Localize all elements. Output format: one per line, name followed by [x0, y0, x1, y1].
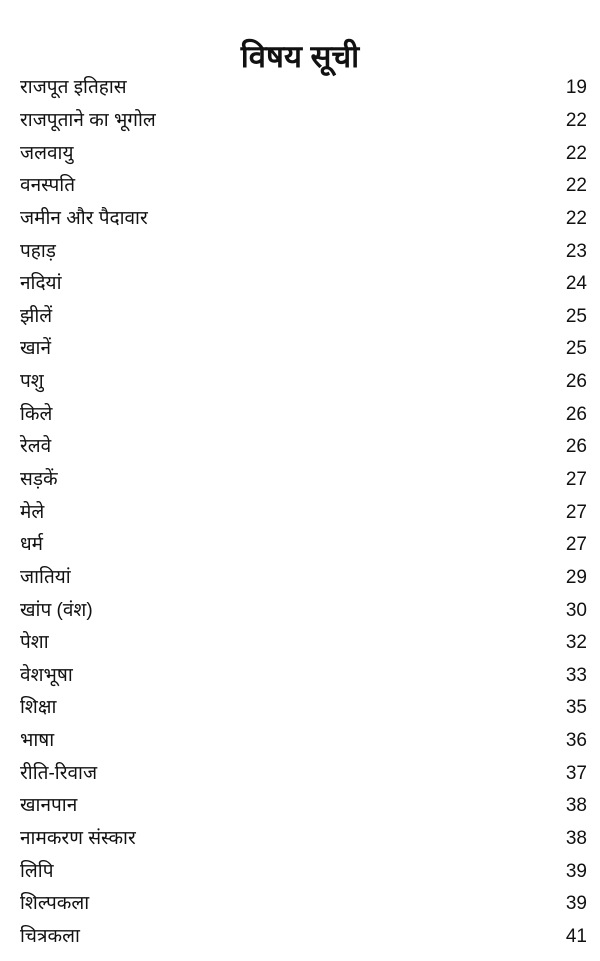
toc-entry-page: 38 [565, 828, 587, 850]
toc-entry [20, 464, 587, 497]
toc-entry-page: 24 [565, 273, 587, 295]
toc-entry [20, 170, 587, 203]
toc-entry-title: शिल्पकला [20, 893, 90, 915]
toc-entry-page: 29 [565, 566, 587, 588]
toc-entry-page: 27 [565, 469, 587, 490]
toc-entry-page: 37 [565, 762, 587, 784]
toc-entry-page: 25 [565, 338, 587, 360]
toc-entry-title: सड़कें [20, 469, 58, 490]
toc-entry [20, 300, 587, 333]
toc-entry [20, 660, 587, 693]
toc-entry-title: रीति-रिवाज [20, 762, 98, 784]
toc-entry-page: 30 [565, 599, 587, 621]
toc-entry [20, 725, 587, 758]
toc-entry-title: पशु [20, 371, 44, 393]
toc-entry [20, 757, 587, 790]
toc-entry-title: राजपूत इतिहास [20, 77, 127, 99]
toc-entry [20, 627, 587, 660]
toc-entry-page: 23 [565, 240, 587, 262]
toc-entry-title: खानें [20, 338, 52, 360]
toc-entry-page: 22 [565, 142, 587, 164]
toc-entry-title: किले [20, 403, 53, 425]
toc-entry [20, 855, 587, 888]
toc-entry-page: 19 [565, 77, 587, 99]
toc-entry-title: रेलवे [20, 436, 52, 458]
toc-entry-title: भाषा [20, 730, 55, 752]
toc-entry-page: 26 [565, 371, 587, 393]
toc-entry-title: जातियां [20, 566, 71, 588]
toc-entry [20, 137, 587, 170]
toc-entry-title: लिपि [20, 860, 54, 882]
toc-entry-title: शिक्षा [20, 697, 57, 719]
page-title: विषय सूची [240, 38, 360, 74]
toc-entry-title: नामकरण संस्कार [20, 828, 136, 850]
toc-entry [20, 823, 587, 856]
table-of-contents [20, 72, 587, 953]
toc-entry-page: 27 [565, 534, 587, 556]
toc-entry-page: 22 [565, 175, 587, 197]
toc-entry-page: 27 [565, 501, 587, 523]
toc-entry-page: 39 [565, 893, 587, 915]
toc-entry [20, 105, 587, 138]
toc-entry-title: मेले [20, 501, 45, 523]
toc-entry [20, 562, 587, 595]
toc-entry [20, 398, 587, 431]
toc-entry [20, 366, 587, 399]
toc-entry-title: चित्रकला [20, 925, 80, 947]
toc-entry-title: जमीन और पैदावार [20, 207, 148, 229]
toc-entry-title: पेशा [20, 632, 49, 654]
toc-entry-title: धर्म [20, 534, 44, 556]
toc-entry [20, 529, 587, 562]
toc-entry-title: खांप (वंश) [20, 599, 93, 621]
toc-entry-title: खानपान [20, 795, 78, 817]
toc-entry-page: 26 [565, 403, 587, 425]
toc-entry-title: पहाड़ [20, 240, 56, 262]
toc-entry-title: वेशभूषा [20, 664, 73, 686]
toc-entry-page: 26 [565, 436, 587, 458]
toc-entry-page: 41 [565, 925, 587, 947]
toc-entry-page: 33 [565, 664, 587, 686]
toc-entry [20, 235, 587, 268]
toc-entry-page: 39 [565, 860, 587, 882]
toc-entry [20, 692, 587, 725]
toc-entry-page: 25 [565, 305, 587, 327]
toc-entry-title: झीलें [20, 305, 53, 327]
toc-entry-title: जलवायु [20, 142, 74, 164]
toc-entry-title: वनस्पति [20, 175, 76, 197]
toc-entry [20, 594, 587, 627]
toc-entry-page: 32 [565, 632, 587, 654]
toc-entry [20, 268, 587, 301]
toc-entry-page: 22 [565, 109, 587, 131]
toc-entry [20, 790, 587, 823]
toc-entry [20, 888, 587, 921]
toc-entry [20, 72, 587, 105]
toc-entry-title: नदियां [20, 273, 62, 295]
toc-entry-page: 38 [565, 795, 587, 817]
toc-entry [20, 203, 587, 236]
toc-entry [20, 431, 587, 464]
toc-entry [20, 921, 587, 954]
toc-entry-page: 22 [565, 207, 587, 229]
toc-entry-title: राजपूताने का भूगोल [20, 109, 156, 131]
toc-entry-page: 35 [565, 697, 587, 719]
toc-entry-page: 36 [565, 730, 587, 752]
toc-entry [20, 333, 587, 366]
toc-entry [20, 496, 587, 529]
